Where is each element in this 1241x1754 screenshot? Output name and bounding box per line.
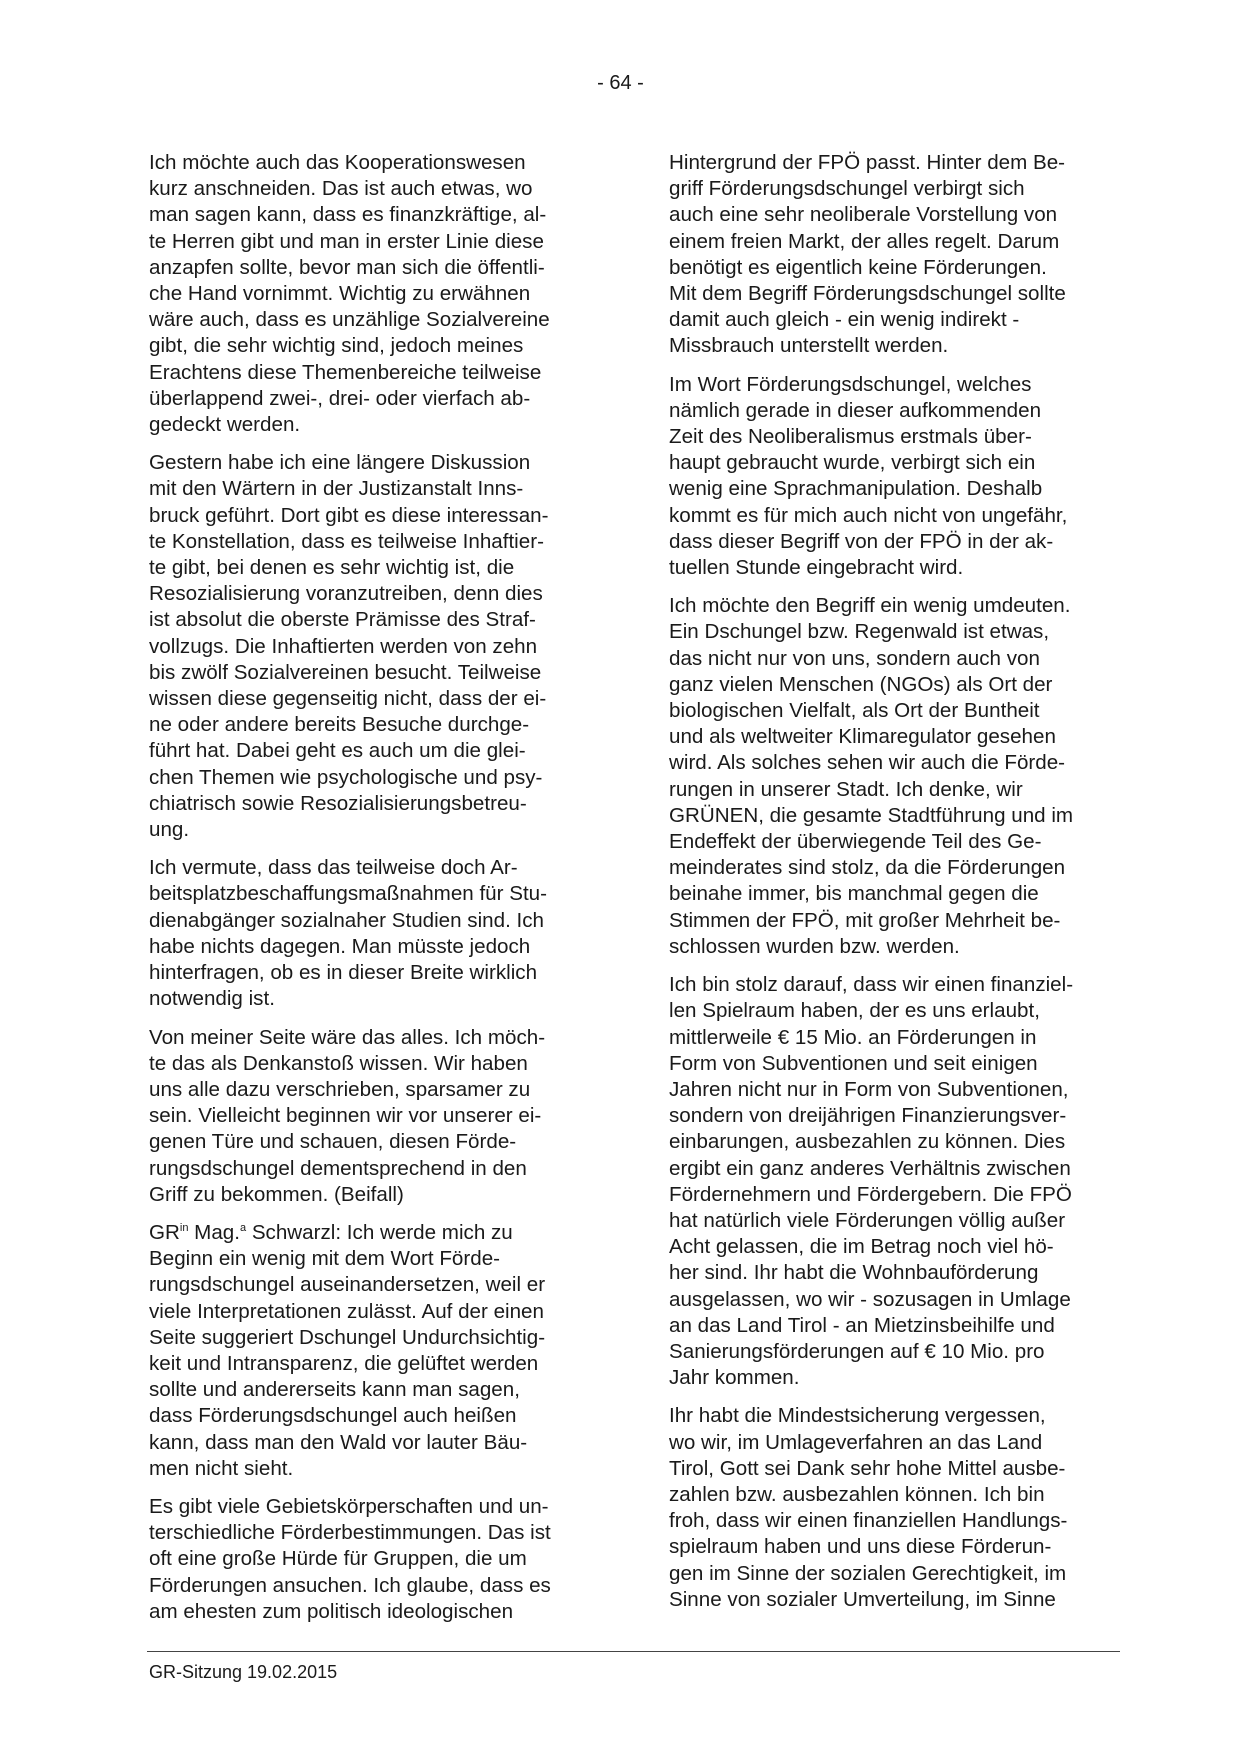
text-line: dass Förderungsdschungel auch heißen <box>149 1404 517 1428</box>
text-line: wäre auch, dass es unzählige Sozialvereine <box>149 308 550 332</box>
page-number: - 64 - <box>597 72 644 94</box>
text-line: sondern von dreijährigen Finanzierungsver- <box>669 1104 1067 1128</box>
text-line: her sind. Ihr habt die Wohnbauförderung <box>669 1261 1039 1285</box>
text-line: Stimmen der FPÖ, mit großer Mehrheit be- <box>669 908 1061 932</box>
text-line: kommt es für mich auch nicht von ungefähr, <box>669 503 1068 527</box>
text-line: te Herren gibt und man in erster Linie diese <box>149 229 544 253</box>
text-line: und als weltweiter Klimaregulator gesehen <box>669 725 1056 749</box>
text-line: Missbrauch unterstellt werden. <box>669 334 949 358</box>
text-line: man sagen kann, dass es finanzkräftige, al- <box>149 203 547 227</box>
text-line: wo wir, im Umlageverfahren an das Land <box>669 1430 1043 1454</box>
text-line: hat natürlich viele Förderungen völlig außer <box>669 1208 1066 1232</box>
text-line: Seite suggeriert Dschungel Undurchsichtig- <box>149 1325 546 1349</box>
text-line: einem freien Markt, der alles regelt. Darum <box>669 229 1060 253</box>
text-line: ung. <box>149 818 190 842</box>
text-line: rungsdschungel dementsprechend in den <box>149 1156 527 1180</box>
right-column <box>669 150 1118 1625</box>
text-line: griff Förderungsdschungel verbirgt sich <box>669 177 1025 201</box>
text-line: Ich möchte auch das Kooperationswesen <box>149 151 526 174</box>
text-line: uns alle dazu verschrieben, sparsamer zu <box>149 1077 531 1101</box>
text-line: benötigt es eigentlich keine Förderungen. <box>669 255 1047 279</box>
text-line: Fördernehmern und Fördergebern. Die FPÖ <box>669 1182 1072 1206</box>
text-line: froh, dass wir einen finanziellen Handlungs- <box>669 1509 1068 1533</box>
text-line: Endeffekt der überwiegende Teil des Ge- <box>669 830 1042 854</box>
text-line: meinderates sind stolz, da die Förderungen <box>669 856 1066 880</box>
paragraph <box>669 372 1118 582</box>
text-line: chiatrisch sowie Resozialisierungsbetreu- <box>149 791 527 815</box>
paragraph <box>669 593 1118 960</box>
speaker-title: Mag. <box>188 1220 240 1244</box>
text-line: rungen in unserer Stadt. Ich denke, wir <box>669 777 1023 801</box>
text-line: Ein Dschungel bzw. Regenwald ist etwas, <box>669 620 1050 644</box>
text-line: oft eine große Hürde für Gruppen, die um <box>149 1547 527 1571</box>
text-line: Gestern habe ich eine längere Diskussion <box>149 451 531 475</box>
text-line: biologischen Vielfalt, als Ort der Buntheit <box>669 699 1040 723</box>
speaker-name: Schwarzl: Ich werde mich zu <box>246 1220 513 1244</box>
text-line: men nicht sieht. <box>149 1456 294 1480</box>
text-line: sein. Vielleicht beginnen wir vor unserer ei- <box>149 1104 542 1128</box>
speaker-line <box>149 1220 597 1246</box>
paragraph <box>149 150 597 438</box>
text-line: Mit dem Begriff Förderungsdschungel sollte <box>669 282 1066 306</box>
text-line: keit und Intransparenz, die gelüftet werden <box>149 1351 539 1375</box>
text-line: tuellen Stunde eingebracht wird. <box>669 556 964 580</box>
text-line: gibt, die sehr wichtig sind, jedoch meines <box>149 334 524 358</box>
text-line: Erachtens diese Themenbereiche teilweise <box>149 360 542 384</box>
text-line: bruck geführt. Dort gibt es diese interessan- <box>149 503 549 527</box>
paragraph <box>669 1403 1118 1613</box>
text-line: das nicht nur von uns, sondern auch von <box>669 646 1040 670</box>
text-line: notwendig ist. <box>149 987 275 1011</box>
text-line: überlappend zwei-, drei- oder vierfach ab- <box>149 386 531 410</box>
text-line: Von meiner Seite wäre das alles. Ich möch- <box>149 1025 546 1049</box>
text-line: terschiedliche Förderbestimmungen. Das ist <box>149 1521 551 1545</box>
text-line: am ehesten zum politisch ideologischen <box>149 1599 514 1623</box>
text-line: Ich bin stolz darauf, dass wir einen finanziel- <box>669 973 1074 997</box>
text-line: te das als Denkanstoß wissen. Wir haben <box>149 1051 528 1075</box>
text-line: haupt gebraucht wurde, verbirgt sich ein <box>669 451 1036 475</box>
footer-divider <box>147 1651 1120 1652</box>
text-line: mittlerweile € 15 Mio. an Förderungen in <box>669 1025 1037 1049</box>
text-line: Jahr kommen. <box>669 1366 800 1390</box>
speaker-prefix-superscript: in <box>179 1221 189 1234</box>
text-line: Ihr habt die Mindestsicherung vergessen, <box>669 1404 1046 1428</box>
text-line: Es gibt viele Gebietskörperschaften und un- <box>149 1494 549 1518</box>
text-line: genen Türe und schauen, diesen Förde- <box>149 1130 517 1154</box>
text-line: kurz anschneiden. Das ist auch etwas, wo <box>149 177 533 201</box>
text-line: Griff zu bekommen. (Beifall) <box>149 1182 404 1206</box>
text-line: Hintergrund der FPÖ passt. Hinter dem Be- <box>669 151 1066 174</box>
text-line: dass dieser Begriff von der FPÖ in der ak- <box>669 529 1054 553</box>
text-line: Zeit des Neoliberalismus erstmals über- <box>669 425 1032 449</box>
text-line: Resozialisierung voranzutreiben, denn dies <box>149 582 543 606</box>
text-line: wird. Als solches sehen wir auch die Förde- <box>669 751 1066 775</box>
text-line: an das Land Tirol - an Mietzinsbeihilfe und <box>669 1313 1055 1337</box>
text-line: anzapfen sollte, bevor man sich die öffentli- <box>149 255 545 279</box>
text-line: Sanierungsförderungen auf € 10 Mio. pro <box>669 1339 1045 1363</box>
text-line: zahlen bzw. ausbezahlen können. Ich bin <box>669 1482 1045 1506</box>
text-line: Im Wort Förderungsdschungel, welches <box>669 372 1032 396</box>
paragraph <box>149 450 597 843</box>
left-column <box>149 150 597 1637</box>
text-line: te Konstellation, dass es teilweise Inhaftier- <box>149 529 544 553</box>
text-line: hinterfragen, ob es in dieser Breite wirklich <box>149 961 538 985</box>
text-line: ergibt ein ganz anderes Verhältnis zwischen <box>669 1156 1071 1180</box>
paragraph <box>149 855 597 1012</box>
text-line: GRÜNEN, die gesamte Stadtführung und im <box>669 803 1074 827</box>
text-line: damit auch gleich - ein wenig indirekt - <box>669 308 1020 332</box>
text-line: Ich möchte den Begriff ein wenig umdeuten. <box>669 594 1071 618</box>
text-line: len Spielraum haben, der es uns erlaubt, <box>669 999 1040 1023</box>
text-line: wenig eine Sprachmanipulation. Deshalb <box>669 477 1043 501</box>
paragraph <box>149 1494 597 1625</box>
footer-session-date: GR-Sitzung 19.02.2015 <box>149 1662 338 1682</box>
text-line: ganz vielen Menschen (NGOs) als Ort der <box>669 672 1053 696</box>
text-line: Förderungen ansuchen. Ich glaube, dass es <box>149 1573 551 1597</box>
text-line: rungsdschungel auseinandersetzen, weil er <box>149 1273 546 1297</box>
text-line: dienabgänger sozialnaher Studien sind. Ich <box>149 908 544 932</box>
text-line: führt hat. Dabei geht es auch um die glei- <box>149 739 526 763</box>
text-line: Tirol, Gott sei Dank sehr hohe Mittel ausbe- <box>669 1456 1066 1480</box>
text-line: te gibt, bei denen es sehr wichtig ist, die <box>149 556 515 580</box>
text-line: nämlich gerade in dieser aufkommenden <box>669 398 1042 422</box>
text-line: Form von Subventionen und seit einigen <box>669 1051 1038 1075</box>
text-line: che Hand vornimmt. Wichtig zu erwähnen <box>149 282 531 306</box>
text-line: spielraum haben und uns diese Förderun- <box>669 1535 1052 1559</box>
text-line: gen im Sinne der sozialen Gerechtigkeit, im <box>669 1561 1067 1585</box>
text-line: sollte und andererseits kann man sagen, <box>149 1378 520 1402</box>
text-line: bis zwölf Sozialvereinen besucht. Teilweise <box>149 660 542 684</box>
text-line: wissen diese gegenseitig nicht, dass der ei- <box>149 687 547 711</box>
paragraph <box>669 150 1118 360</box>
text-line: kann, dass man den Wald vor lauter Bäu- <box>149 1430 528 1454</box>
text-line: Acht gelassen, die im Betrag noch viel hö- <box>669 1235 1054 1259</box>
text-line: habe nichts dagegen. Man müsste jedoch <box>149 934 531 958</box>
paragraph <box>149 1025 597 1208</box>
text-line: gedeckt werden. <box>149 413 301 437</box>
text-line: Beginn ein wenig mit dem Wort Förde- <box>149 1247 501 1271</box>
speaker-paragraph <box>149 1220 597 1482</box>
text-line: Ich vermute, dass das teilweise doch Ar- <box>149 856 518 880</box>
text-line: Sinne von sozialer Umverteilung, im Sinne <box>669 1587 1056 1611</box>
text-line: schlossen wurden bzw. werden. <box>669 934 960 958</box>
text-line: ne oder andere bereits Besuche durchge- <box>149 713 530 737</box>
text-line: Jahren nicht nur in Form von Subventionen, <box>669 1077 1069 1101</box>
speaker-title-superscript: a <box>239 1221 247 1234</box>
text-line: beinahe immer, bis manchmal gegen die <box>669 882 1039 906</box>
text-line: viele Interpretationen zulässt. Auf der einen <box>149 1299 544 1323</box>
speaker-prefix: GR <box>149 1220 180 1244</box>
text-line: mit den Wärtern in der Justizanstalt Inns- <box>149 477 524 501</box>
text-line: vollzugs. Die Inhaftierten werden von zehn <box>149 634 538 658</box>
text-line: einbarungen, ausbezahlen zu können. Dies <box>669 1130 1066 1154</box>
text-line: ausgelassen, wo wir - sozusagen in Umlage <box>669 1287 1071 1311</box>
text-line: auch eine sehr neoliberale Vorstellung von <box>669 203 1058 227</box>
text-line: ist absolut die oberste Prämisse des Straf- <box>149 608 536 632</box>
text-line: chen Themen wie psychologische und psy- <box>149 765 543 789</box>
text-line: beitsplatzbeschaffungsmaßnahmen für Stu- <box>149 882 547 906</box>
paragraph <box>669 972 1118 1391</box>
